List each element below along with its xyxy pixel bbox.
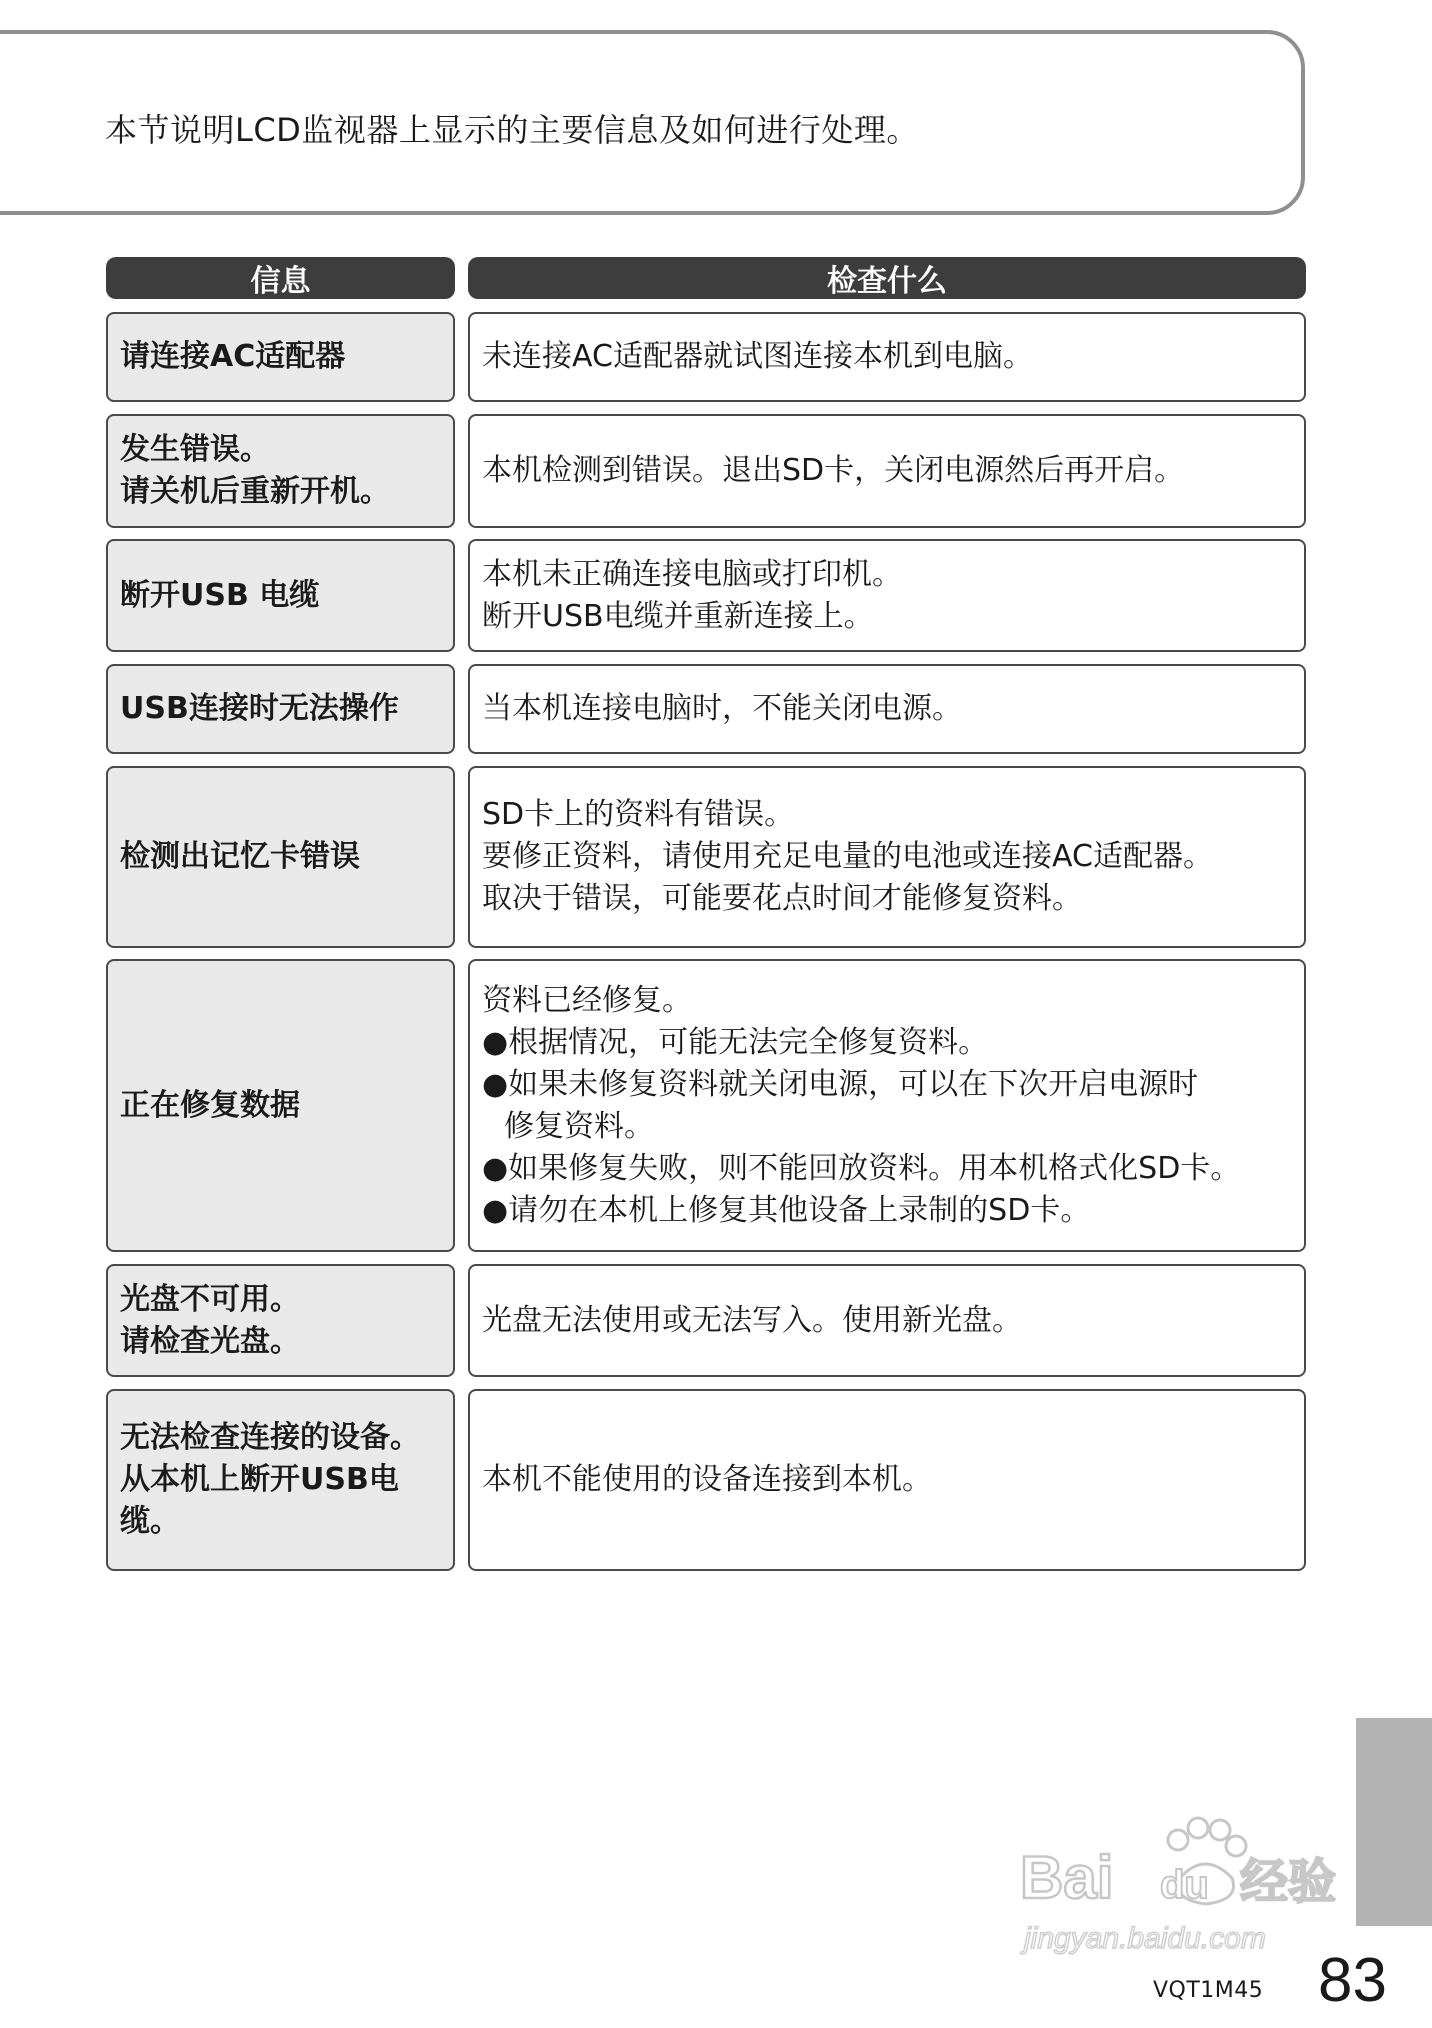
- message-line: 检测出记忆卡错误: [120, 839, 360, 874]
- intro-text: 本节说明LCD监视器上显示的主要信息及如何进行处理。: [105, 111, 919, 149]
- table-row: [106, 766, 1306, 948]
- check-cell: [468, 766, 1306, 948]
- message-line: 无法检查连接的设备。: [120, 1420, 420, 1455]
- message-cell: [106, 1264, 455, 1377]
- message-line: 请关机后重新开机。: [120, 474, 390, 509]
- check-line: 本机检测到错误。退出SD卡，关闭电源然后再开启。: [482, 453, 1185, 488]
- message-line: 正在修复数据: [120, 1087, 300, 1123]
- message-line: 请连接AC适配器: [120, 339, 346, 374]
- message-cell: [106, 664, 455, 754]
- message-line: 发生错误。: [120, 432, 270, 467]
- bullet-item: ●根据情况，可能无法完全修复资料。: [482, 1024, 989, 1060]
- message-line: 从本机上断开USB电: [120, 1462, 399, 1497]
- table-row: [106, 312, 1306, 402]
- bullet-item: ●如果未修复资料就关闭电源，可以在下次开启电源时: [482, 1066, 1199, 1102]
- svg-text:du: du: [1160, 1863, 1209, 1907]
- check-cell: [468, 664, 1306, 754]
- page-number: 83: [1318, 1946, 1387, 2015]
- message-cell: [106, 312, 455, 402]
- check-line: 当本机连接电脑时，不能关闭电源。: [482, 691, 962, 726]
- check-line: 断开USB电缆并重新连接上。: [482, 598, 874, 634]
- check-cell: [468, 959, 1306, 1252]
- check-cell: [468, 539, 1306, 652]
- check-line: 要修正资料，请使用充足电量的电池或连接AC适配器。: [482, 839, 1213, 874]
- message-cell: [106, 959, 455, 1252]
- svg-text:Bai: Bai: [1020, 1844, 1114, 1911]
- message-line: USB连接时无法操作: [120, 691, 399, 726]
- message-cell: [106, 414, 455, 528]
- check-line: 光盘无法使用或无法写入。使用新光盘。: [482, 1302, 1022, 1338]
- message-cell: [106, 1389, 455, 1571]
- bullet-item: ●如果修复失败，则不能回放资料。用本机格式化SD卡。: [482, 1150, 1241, 1186]
- check-line: 本机未正确连接电脑或打印机。: [482, 556, 902, 592]
- check-cell: [468, 414, 1306, 528]
- check-line: 本机不能使用的设备连接到本机。: [482, 1462, 932, 1497]
- bullet-item: ●请勿在本机上修复其他设备上录制的SD卡。: [482, 1192, 1091, 1228]
- check-line: 未连接AC适配器就试图连接本机到电脑。: [482, 339, 1033, 374]
- page-side-tab: [1356, 1718, 1432, 1926]
- message-line: 请检查光盘。: [120, 1323, 300, 1359]
- header-check: 检查什么: [468, 257, 1306, 299]
- bullet-continuation: 修复资料。: [504, 1108, 654, 1144]
- table-row: [106, 959, 1306, 1252]
- check-line: 资料已经修复。: [482, 982, 692, 1018]
- message-line: 光盘不可用。: [120, 1281, 300, 1317]
- header-info: 信息: [106, 257, 455, 299]
- table-row: [106, 539, 1306, 652]
- check-cell: [468, 1264, 1306, 1377]
- table-row: [106, 1264, 1306, 1377]
- message-cell: [106, 539, 455, 652]
- check-line: 取决于错误，可能要花点时间才能修复资料。: [482, 881, 1082, 916]
- svg-text:经验: 经验: [1240, 1854, 1337, 1910]
- model-code: VQT1M45: [1153, 1978, 1264, 2003]
- svg-text:jingyan.baidu.com: jingyan.baidu.com: [1024, 1922, 1266, 1955]
- message-cell: [106, 766, 455, 948]
- baidu-watermark-logo: [1000, 1800, 1360, 1980]
- table-row: [106, 1389, 1306, 1571]
- message-line: 断开USB 电缆: [120, 577, 320, 613]
- check-line: SD卡上的资料有错误。: [482, 797, 795, 832]
- table-row: [106, 664, 1306, 754]
- check-cell: [468, 1389, 1306, 1571]
- table-row: [106, 414, 1306, 528]
- check-cell: [468, 312, 1306, 402]
- message-line: 缆。: [120, 1504, 180, 1539]
